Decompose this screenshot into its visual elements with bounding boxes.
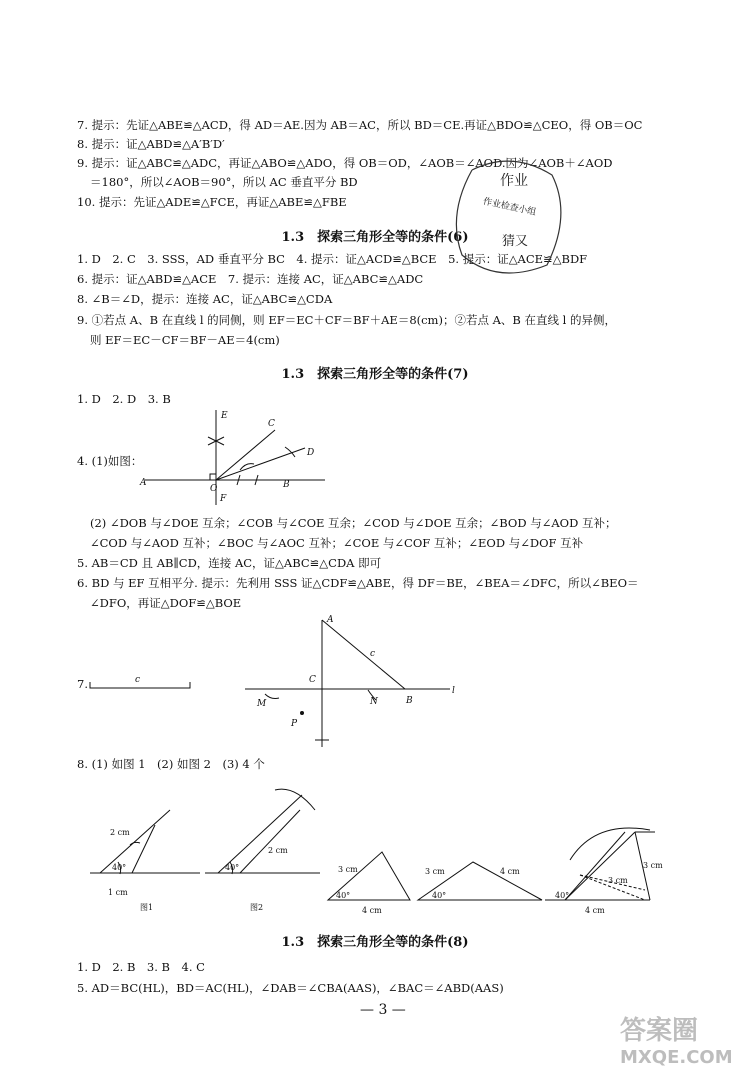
label-C: C [268,419,275,429]
answer-line: 7. 提示：先证△ABE≌△ACD，得 AD＝AE.因为 AB＝AC，所以 BD＝CE.再证△BDO≌△CEO，得 OB＝OC [77,118,643,132]
fig2-caption: 图2 [250,903,264,912]
answer-line: 10. 提示：先证△ADE≌△FCE，再证△ABE≌△FBE [77,195,347,209]
label-D: D [307,448,315,458]
section-title: 1.3 探索三角形全等的条件(7) [281,367,469,382]
answer-line: 4. (1)如图： [77,454,143,468]
fig1-1cm: 1 cm [108,888,128,897]
answer-line: 5. AB＝CD 且 AB∥CD，连接 AC，证△ABC≌△CDA 即可 [77,556,382,570]
tri5-4cm: 4 cm [585,906,605,915]
tri5-angle: 40° [555,891,570,900]
answer-line: ∠DFO，再证△DOF≌△BOE [90,596,242,610]
label-N: N [370,697,378,707]
label-M: M [257,699,267,709]
answer-line: 9. ①若点 A、B 在直线 l 的同侧，则 EF＝EC＋CF＝BF＋AE＝8(cm)；②若点 A、B 在直线 l 的异侧， [77,313,617,327]
answer-line: 9. 提示：证△ABC≌△ADC，再证△ABO≌△ADO，得 OB＝OD，∠AOB＝∠AOD.因为∠AOB＋∠AOD [77,156,613,170]
answer-line: 8. 提示：证△ABD≌△A′B′D′ [77,137,225,151]
label-A: A [140,478,147,488]
label-c: c [135,675,141,685]
tri3-3cm: 3 cm [338,865,358,874]
label-B: B [406,696,413,706]
fig1-2cm: 2 cm [110,828,130,837]
stamp-text-3: 猜又 [502,234,529,249]
label-P: P [291,719,298,729]
answer-line: 7. [77,677,88,691]
fig2-2cm: 2 cm [268,846,288,855]
label-E: E [221,411,228,421]
construction-figures-q8 [90,770,663,920]
label-A: A [327,615,334,625]
fig2-angle: 40° [225,863,240,872]
tri5-3cm-b: 3 cm [608,876,628,885]
answer-line: (2) ∠DOB 与∠DOE 互余；∠COB 与∠COE 互余；∠COD 与∠DOE 互余；∠BOD 与∠AOD 互补； [90,516,617,530]
tri4-3cm: 3 cm [425,867,445,876]
tri3-4cm: 4 cm [362,906,382,915]
label-C: C [309,675,316,685]
watermark [620,1010,733,1068]
answer-line: 6. 提示：证△ABD≌△ACE 7. 提示：连接 AC，证△ABC≌△ADC [77,272,424,286]
tri4-4cm: 4 cm [500,867,520,876]
stamp-text-1: 作业 [500,173,528,189]
page-number: — 3 — [360,1002,406,1018]
answer-line: 6. BD 与 EF 互相平分. 提示：先利用 SSS 证△CDF≌△ABE，得 DF＝BE，∠BEA＝∠DFC，所以∠BEO＝ [77,576,639,590]
label-c2: c [370,649,376,659]
label-l: l [452,686,455,696]
stamp-text-2: 作业检查小组 [482,196,537,218]
fig1-caption: 图1 [140,903,154,912]
homework-stamp [452,150,582,280]
label-O: O [210,484,218,494]
fig1-angle: 40° [112,863,127,872]
section-title: 1.3 探索三角形全等的条件(8) [281,935,469,950]
answer-line: 8. ∠B＝∠D，提示：连接 AC，证△ABC≌△CDA [77,292,333,306]
construction-figure-q7 [85,612,465,752]
watermark-top: 答案圈 [620,1016,699,1046]
answer-line: 5. AD＝BC(HL)，BD＝AC(HL)，∠DAB＝∠CBA(AAS)，∠BAC＝∠ABD(AAS) [77,981,504,995]
label-F: F [220,494,227,504]
answer-line: ∠COD 与∠AOD 互补；∠BOC 与∠AOC 互补；∠COE 与∠COF 互补；∠EOD 与∠DOF 互补 [90,536,584,550]
answer-line: 1. D 2. D 3. B [77,392,171,406]
tri3-angle: 40° [336,891,351,900]
answer-line: ＝180°，所以∠AOB＝90°，所以 AC 垂直平分 BD [90,175,358,189]
answer-line: 8. (1) 如图 1 (2) 如图 2 (3) 4 个 [77,757,265,771]
angle-figure-q4 [140,405,340,510]
answer-line: 则 EF＝EC－CF＝BF－AE＝4(cm) [90,333,280,347]
answer-line: 1. D 2. B 3. B 4. C [77,960,205,974]
tri5-3cm-a: 3 cm [643,861,663,870]
label-B: B [283,480,290,490]
section-title: 1.3 探索三角形全等的条件(6) [281,230,469,245]
watermark-bottom: MXQE.COM [620,1047,733,1068]
tri4-angle: 40° [432,891,447,900]
answer-line: 1. D 2. C 3. SSS，AD 垂直平分 BC 4. 提示：证△ACD≌△BCE 5. 提示：证△ACE≌△BDF [77,252,588,266]
